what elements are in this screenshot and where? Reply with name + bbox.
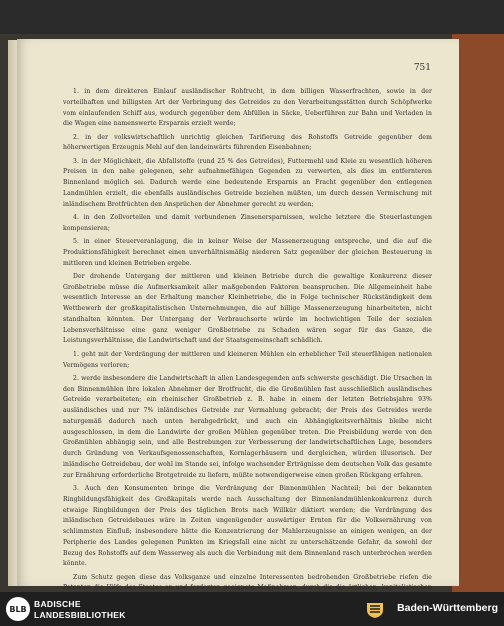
library-name-line2: LANDESBIBLIOTHEK: [34, 610, 126, 620]
book-cover-edge: [452, 34, 504, 592]
footer-bar: [0, 592, 504, 626]
paragraph: 3. Auch den Konsumenten bringe die Verdrängung der Binnenmühlen Nachteil; bei der bekannten Ringbildungsfähigkeit des Großkapitals werde nach Ausschaltung der Binnenlandmühlenkonkurrenz durch etwaige Ringbildungen der Preis des täglichen Brots nach Willkür diktiert werden; die Verdrängung des inländischen Getreidebaues wäre in Zeiten ungenügender auswärtiger Ernten für die Volksernährung von schlimmsten Einfluß; insbesondere hätte die Konzentrierung der Mahlerzeugnisse an einigen wenigen, an der Peripherie des Landes gelegenen Punkten im Kriegsfall eine nicht zu unterschätzende Gefahr, da sowohl der Bezug des Rohstoffs auf dem Wasserweg als auch die Verbindung mit dem Binnenland rasch unterbrochen werden könnte.: [63, 485, 432, 568]
paragraph: Der drohende Untergang der mittleren und kleinen Betriebe durch die gewaltige Konkurrenz dieser Großbetriebe müsse die Aufmerksamkeit aller maßgebenden Faktoren beanspruchen. Die Allgemeinheit habe wesentlich Interesse an der Erhaltung mancher Kleinbetriebe, die in Folge technischer Rückständigkeit dem Wettbewerb der großkapitalistischen Unternehmungen, die auf billige Massenerzeugung hinarbeiteten, nicht standhalten könnten. Der Untergang der Verbrauchsorte würde im hochwichtigen Teile der sozialen Lebensverhältnisse eine ganz weniger Großbetriebe zu Schaden wären sogar für das Ganze, die Leistungsverhältnisse, die Landwirtschaft und der Staatsgemeinschaft schädlich.: [63, 272, 432, 345]
paragraph: Zum Schutz gegen diese das Volksganze und einzelne Interessenten bedrohenden Großbetriebe riefen die Petenten die Hilfe des Staates an und forderten geeignete Maßnahmen, durch die die örtlichen, kapitalistischen: [63, 573, 432, 592]
page-number: 751: [413, 63, 431, 73]
paragraph: 2. werde insbesondere die Landwirtschaft in allen Landesgegenden aufs schwerste geschädigt. Die Ursachen in den Binnenmühlen ihre lokalen Abnehmer der Brotfrucht, die die Großmühlen fast ausschließlich ausländisches Getreide verarbeiteten; ein rheinischer Großbetrieb z. B. habe in einem der letzten Betriebsjahre 93% ausländisches und nur 7% inländisches Getreide zur Vermahlung gebracht; der Preis des Getreides werde naturgemäß dadurch nach unten herabgedrückt, und auch ein Abhängigkeitsverhältnis bleibe nicht ausgeschlossen, in dem die Landwirte der großen Mühlen gegenüber treten. Die Preisbildung werde von den Großmühlen abhängig sein, und alle Bestrebungen zur Verbesserung der landwirtschaftlichen Lage, besonders durch Gründung von Verkaufsgenossenschaften, Kornlagerhäusern und dergleichen, würden illusorisch. Der inländische Getreidebau, der wohl im Stande sei, infolge wachsender Erträgnisse dem deutschen Volk das gesamte zur Ernährung erforderliche Brotgetreide zu liefern, müßte notwendigerweise einen großen Rückgang erfahren.: [63, 374, 432, 479]
library-name-line1: BADISCHE: [34, 599, 81, 609]
page-text: [63, 87, 432, 618]
paragraph: 3. in der Möglichkeit, die Abfallstoffe (rund 25 % des Getreides), Futtermehl und Kleie zu wesentlich höheren Preisen in den nahe gelegenen, sehr aufnahmefähigen Gegenden zu verwerten, als dies im entfernteren Binnenland möglich sei. Dadurch werde eine bedeutende Ersparnis an Fracht gegenüber den entlegenen Landmühlen erzielt, die ebenfalls ausländisches Getreide beziehen müßten, um durch dessen Vermischung mit inländischem Brotfrüchten den Ansprüchen der Abnehmer gerecht zu werden;: [63, 157, 432, 208]
paragraph: 5. in einer Steuerveranlagung, die in keiner Weise der Massenerzeugung entspreche, und die auf die Produktionsfähigkeit berechnet einen unverhältnismäßig niederen Satz gegenüber der gleichen Besteuerung in mittleren und kleinen Betrieben ergebe.: [63, 238, 432, 267]
paragraph: 1. in dem direkteren Einlauf ausländischer Rohfrucht, in dem billigen Wasserfrachten, sowie in der vorteilhaften und billigsten Art der Verbringung des Getreides zu den Verarbeitungsstätten durch Schöpfwerke vom einlaufenden Schiff aus, wodurch gegenüber dem Abfüllen in Säcke, Ueberführen zur Bahn und Verladen in die Wagen eine namenswerte Ersparnis erzielt werde;: [63, 88, 432, 128]
paragraph: 1. geht mit der Verdrängung der mittleren und kleineren Mühlen ein erheblicher Teil steuerfähigen nationalen Vermögens verloren;: [63, 350, 432, 369]
library-name[interactable]: [34, 599, 126, 621]
book-page: [17, 39, 459, 592]
paragraph: 2. in der volkswirtschaftlich unrichtig gleichen Tarifierung des Rohstoffs Getreide gegenüber dem höherwertigen Erzeugnis Mehl auf den landeinwärts führenden Eisenbahnen;: [63, 133, 432, 152]
baden-wuerttemberg-crest-icon: [364, 599, 386, 619]
blb-logo-icon[interactable]: BLB: [6, 597, 30, 621]
state-name[interactable]: Baden-Württemberg: [397, 602, 498, 614]
paragraph: 4. in den Zollvorteilen und damit verbundenen Zinsenersparnissen, welche letztere die Steuerlastungen kompensieren;: [63, 214, 432, 232]
